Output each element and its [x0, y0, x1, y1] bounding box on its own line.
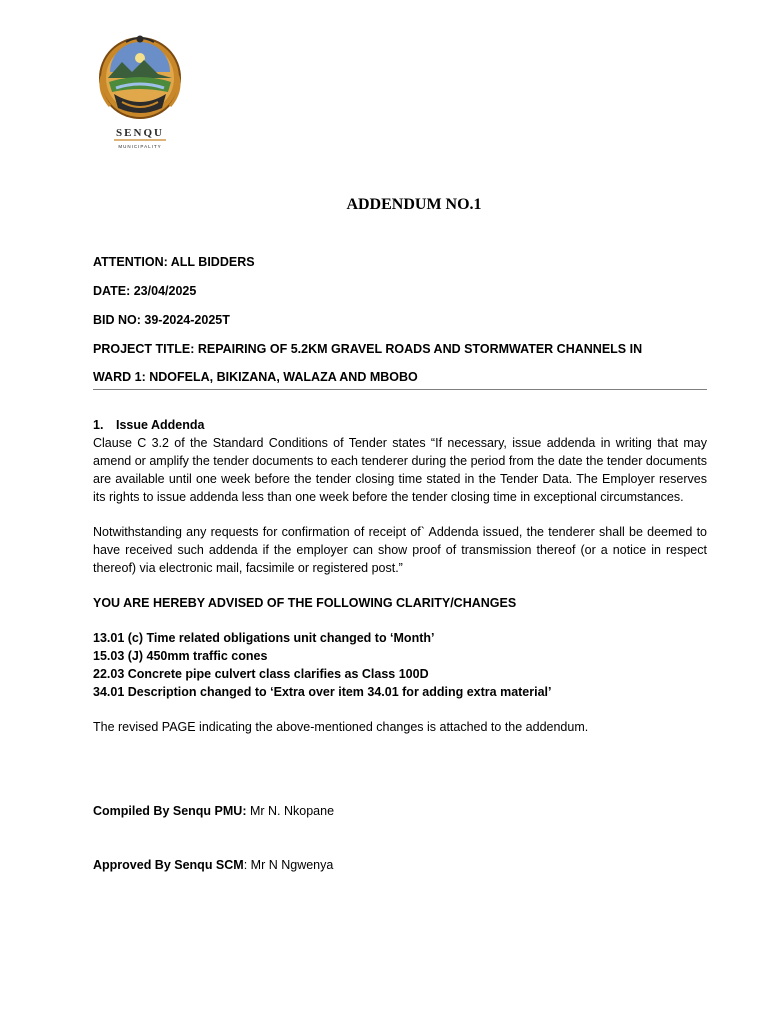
changes-heading: YOU ARE HEREBY ADVISED OF THE FOLLOWING CLARITY/CHANGES [93, 596, 517, 610]
bid-number-line: BID NO: 39-2024-2025T [93, 313, 230, 327]
approved-by-name: : Mr N Ngwenya [243, 858, 334, 872]
compiled-by-line [93, 804, 334, 818]
project-title-line-2: WARD 1: NDOFELA, BIKIZANA, WALAZA AND MBOBO [93, 370, 418, 384]
clause-paragraph: Clause C 3.2 of the Standard Conditions of Tender states “If necessary, issue addenda in writing that may amend or amplify the tender documents to each tenderer during the period from the date the tender documents are available until one week before the tender closing time stated in the Tender Data. The Employer reserves its rights to issue addenda less than one week before the tender closing time in exceptional circumstances. [93, 436, 707, 504]
project-title-line-1: PROJECT TITLE: REPAIRING OF 5.2KM GRAVEL ROADS AND STORMWATER CHANNELS IN [93, 342, 643, 356]
header-divider [93, 389, 707, 390]
section-heading [93, 416, 707, 434]
section-heading-text: Issue Addenda [116, 418, 205, 432]
logo-subtitle: MUNICIPALITY [118, 144, 162, 149]
senqu-municipality-logo [96, 32, 192, 154]
approved-by-label: Approved By Senqu SCM [93, 858, 244, 872]
change-item: 15.03 (J) 450mm traffic cones [93, 649, 268, 663]
document-title: ADDENDUM NO.1 [346, 196, 482, 213]
change-item: 22.03 Concrete pipe culvert class clarifies as Class 100D [93, 667, 429, 681]
revised-page-note: The revised PAGE indicating the above-mentioned changes is attached to the addendum. [93, 720, 589, 734]
municipal-emblem-icon [96, 32, 192, 154]
date-line: DATE: 23/04/2025 [93, 284, 197, 298]
attention-line: ATTENTION: ALL BIDDERS [93, 255, 255, 269]
change-item: 13.01 (c) Time related obligations unit changed to ‘Month’ [93, 631, 435, 645]
approved-by-line [93, 858, 333, 872]
logo-name: SENQU [116, 127, 164, 139]
document-body [93, 416, 707, 736]
compiled-by-label: Compiled By Senqu PMU: [93, 804, 247, 818]
compiled-by-name: Mr N. Nkopane [246, 804, 335, 818]
notwithstanding-paragraph: Notwithstanding any requests for confirmation of receipt of` Addenda issued, the tenderer shall be deemed to have received such addenda if the employer can show proof of transmission thereof (or a notice in respect thereof) via electronic mail, facsimile or registered post.” [93, 525, 707, 575]
section-number: 1. [93, 418, 104, 432]
change-item: 34.01 Description changed to ‘Extra over item 34.01 for adding extra material’ [93, 685, 552, 699]
